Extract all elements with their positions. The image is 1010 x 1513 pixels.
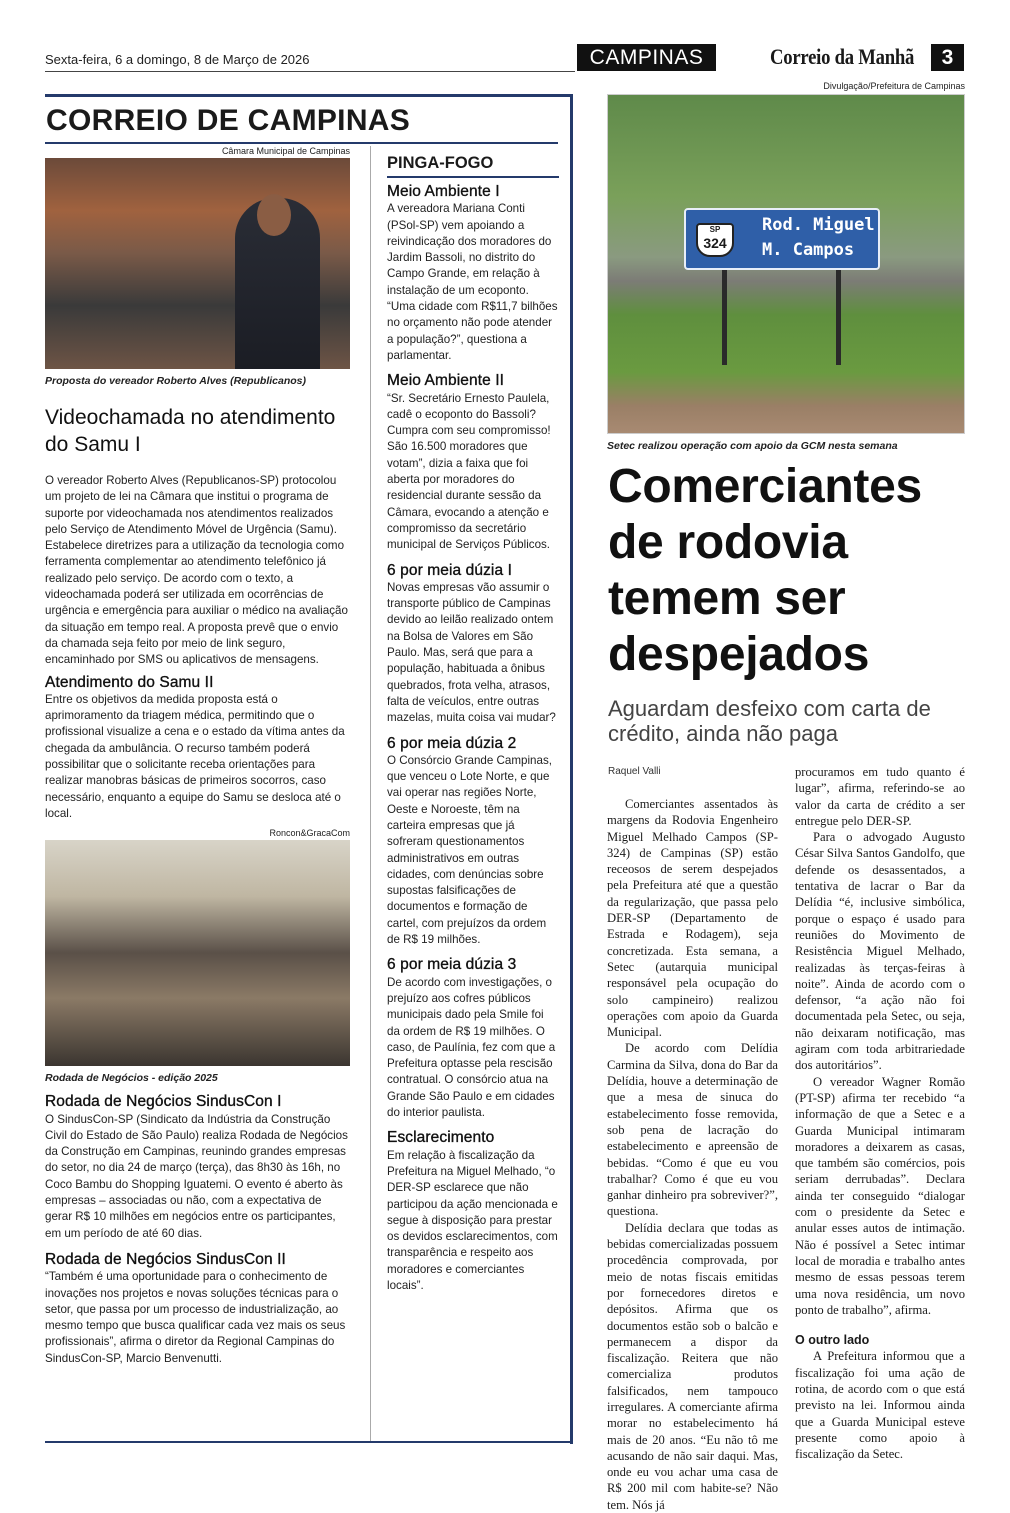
photo-caption: Setec realizou operação com apoio da GCM nesta semana — [607, 440, 898, 452]
pinga-item-title: 6 por meia dúzia 2 — [387, 734, 517, 752]
sign-line2: M. Campos — [762, 240, 855, 260]
header-rule — [45, 71, 575, 72]
sign-line1: Rod. Miguel — [762, 215, 875, 235]
samu2-title: Atendimento do Samu II — [45, 673, 214, 691]
article-paragraph: procuramos em tudo quanto é lugar”, afirma, referindo-se ao valor da carta de crédito a ser entregue pelo DER-SP. — [795, 765, 965, 828]
article-paragraph: Comerciantes assentados às margens da Rodovia Engenheiro Miguel Melhado Campos (SP-324) de Campinas (SP) estão receosos de serem despejados pela Prefeitura até que a questão da regularização, que passa pelo DER-SP (Departamento de Estrada e Rodagem), seja concretizada. Esta semana, a Setec (autarquia municipal responsável pela ocupação do solo campineiro) realizou operações com apoio da Guarda Municipal. — [607, 797, 778, 1040]
sindus2-title: Rodada de Negócios SindusCon II — [45, 1250, 286, 1268]
sindus2-body: “Também é uma oportunidade para o conhecimento de inovações nos projetos e novas soluções técnicas para o setor, que passa por um processo de industrialização, ao mesmo tempo que busca qualificar cada vez mais os seus profissionais”, afirma o diretor da Regional Campinas do SindusCon-SP, Marcio Benvenutti. — [45, 1270, 346, 1365]
pinga-item-title: 6 por meia dúzia 3 — [387, 956, 517, 974]
sindus1-body: O SindusCon-SP (Sindicato da Indústria da Construção Civil do Estado de São Paulo) realiza Rodada de Negócios da Construção em Campinas, reunindo grandes empresas do setor, no dia 24 de março (terça), das 8h30 às 16h, no Coco Bambu do Shopping Iguatemi. O evento é aberto às empresas – associadas ou não, com a expectativa de gerar R$ 10 milhões em negócios entre os participantes, em um período de até 60 dias. — [45, 1112, 348, 1240]
main-body: O vereador Roberto Alves (Republicanos-SP) protocolou um projeto de lei na Câmara que institui o programa de suporte por videochamada nos atendimentos realizados pelo Serviço de Atendimento Móvel de Urgência (Samu). Estabelece diretrizes para a utilização da tecnologia como ferramenta complementar ao atendimento telefônico já realizado pelo serviço. De acordo com o texto, a videochamada poderá ser utilizada em ocorrências de urgência e emergência para auxiliar o médico na avaliação da situação em tempo real. A proposta prevê que o envio da chamada seja feito por meio de link seguro, encaminhado por SMS ou aplicativos de mensagens. — [45, 474, 348, 667]
article-paragraph: O vereador Wagner Romão (PT-SP) afirma ter recebido “a informação de que a Setec e a Guarda Municipal intimaram moradores a deixarem as casas, que também são comércios, pois seriam derrubadas”. Declara ainda ter conseguido “dialogar com o presidente da Setec e anular esses autos de intimação. Não é possível a Setec intimar local de moradia e trabalho antes mesmo de essas pessoas terem uma nova residência, um novo ponto de trabalho”, afirma. — [795, 1074, 965, 1317]
other-side-title: O outro lado — [795, 1333, 870, 1348]
photo-credit: Divulgação/Prefeitura de Campinas — [823, 81, 965, 91]
pinga-item-body: Em relação à fiscalização da Prefeitura na Miguel Melhado, “o DER-SP esclarece que não participou da ação mencionada e segue à disposição para prestar os devidos esclarecimentos, com transparência e respeito aos moradores e comerciantes locais”. — [387, 1148, 558, 1292]
frame-right — [570, 94, 573, 1444]
frame-bottom — [45, 1441, 573, 1443]
masthead-logo: Correio da Manhã — [770, 44, 915, 69]
pinga-fogo-title: PINGA-FOGO — [387, 154, 494, 172]
article-paragraph: Para o advogado Augusto César Silva Santos Gandolfo, que defende os desassentados, a tentativa de lacrar o Bar da Delídia “é, inclusive simbólica, porque o espaço é usado para reuniões do Movimento de Resistência Miguel Melhado, realizadas às terças-feiras à noite”. Ainda de acordo com o defensor, “a ação não foi documentada pela Setec, ou seja, não deixaram notificação, mas agiram com toda arbitrariedade dos autoritários”. — [795, 830, 965, 1073]
photo-caption: Rodada de Negócios - edição 2025 — [45, 1072, 218, 1085]
photo-credit: Câmara Municipal de Campinas — [221, 146, 350, 156]
main-headline: Videochamada no atendimento do Samu I — [45, 406, 336, 456]
samu2-body: Entre os objetivos da medida proposta está o aprimoramento da triagem médica, permitindo que o profissional visualize a cena e o estado da vítima antes da chegada da ambulância. O recurso também poderá possibilitar que o solicitante receba orientações para realizar manobras básicas de primeiros socorros, caso necessário, enquanto a equipe do Samu se desloca até o local. — [45, 692, 345, 820]
pinga-item-body: O Consórcio Grande Campinas, que venceu o Lote Norte, e que vai operar nas regiões Norte, Oeste e Noroeste, têm na carteira empresas que já sofreram questionamentos administrativos em outras cidades, com denúncias sobre supostas falsificações de documentos e formação de cartel, com prejuízos da ordem de R$ 19 milhões. — [387, 753, 552, 947]
column-divider — [370, 146, 371, 1441]
article-paragraph: De acordo com Delídia Carmina da Silva, dona do Bar da Delídia, houve a determinação de que a mesa de sinuca do estabelecimento fosse removida, sob pena de lacração do estabelecimento e apreensão de bebidas. “Como é que eu vou trabalhar? Como é que eu vou ganhar dinheiro pra sobreviver?”, questiona. — [607, 1041, 778, 1219]
pinga-item-title: 6 por meia dúzia I — [387, 561, 513, 579]
pinga-item-body: A vereadora Mariana Conti (PSol-SP) vem apoiando a reivindicação dos moradores do Jardim Bassoli, no distrito do Campo Grande, em relação à instalação de um ecoponto. “Uma cidade com R$11,7 bilhões no orçamento não pode atender a população?”, questiona a parlamentar. — [387, 202, 558, 362]
sindus1-title: Rodada de Negócios SindusCon I — [45, 1093, 282, 1111]
section-tag: CAMPINAS — [577, 44, 716, 71]
pinga-item-body: De acordo com investigações, o prejuízo aos cofres públicos municipais dado pela Smile foi da ordem de R$ 19 milhões. O caso, de Paulínia, fez com que a Prefeitura optasse pela rescisão contratual. O consórcio atua na Grande São Paulo e em cidades do interior paulista. — [387, 975, 556, 1120]
photo-credit: Roncon&GracaCom — [269, 828, 350, 839]
shield-sp: SP — [709, 225, 721, 234]
article-headline: Comerciantes de rodovia temem ser despejados — [608, 460, 922, 681]
photo-caption: Proposta do vereador Roberto Alves (Republicanos) — [45, 375, 306, 387]
pinga-item-title: Meio Ambiente I — [387, 183, 500, 200]
page-number: 3 — [931, 44, 964, 71]
pinga-item-body: Novas empresas vão assumir o transporte público de Campinas devido ao leilão realizado ontem na Bolsa de Valores em São Paulo. Mas, será que para a população, habituada a ônibus quebrados, frota velha, atrasos, falta de veículos, entre outras mazelas, muita coisa vai mudar? — [387, 580, 556, 725]
shield-number: 324 — [703, 235, 727, 251]
pinga-item-title: Meio Ambiente II — [387, 372, 505, 390]
issue-date: Sexta-feira, 6 a domingo, 8 de Março de 2026 — [45, 52, 310, 67]
article-subheadline: Aguardam desfeixo com carta de crédito, ainda não paga — [608, 696, 931, 746]
pinga-item-title: Esclarecimento — [387, 1129, 495, 1147]
frame-top — [45, 94, 573, 97]
byline: Raquel Valli — [608, 766, 661, 777]
column-title: CORREIO DE CAMPINAS — [46, 104, 411, 137]
article-paragraph: Delídia declara que todas as bebidas comercializadas possuem procedência comprovada, por meio de notas fiscais emitidas por fornecedores diretos e depósitos. Afirma que os documentos estão sob o balcão e permanecem a dispor da fiscalização. Reitera que não comercializa produtos falsificados, nem tampouco irregulares. A comerciante afirma morar no estabelecimento há mais de 20 anos. “Eu não tô me acusando de não sair daqui. Mas, onde eu vou achar uma casa de R$ 200 mil com habite-se? Não tem. Nós já — [607, 1220, 778, 1512]
council-chamber-photo — [45, 158, 350, 369]
title-rule — [45, 142, 558, 144]
business-event-photo — [45, 840, 350, 1066]
pinga-fogo-rule — [387, 176, 559, 178]
highway-sign-photo — [607, 94, 965, 434]
pinga-item-body: “Sr. Secretário Ernesto Paulela, cadê o ecoponto do Bassoli? Cumpra com seu compromisso! São 16.500 moradores que votam”, dizia a faixa que foi aberta por moradores do residencial durante sessão da Câmara, evocando a atenção e compromisso da secretário municipal de Serviços Públicos. — [387, 391, 551, 552]
article-paragraph: A Prefeitura informou que a fiscalização foi uma ação de rotina, de acordo com o que está previsto na lei. Informou ainda que a Guarda Municipal esteve presente como apoio à fiscalização da Setec. — [795, 1349, 965, 1462]
